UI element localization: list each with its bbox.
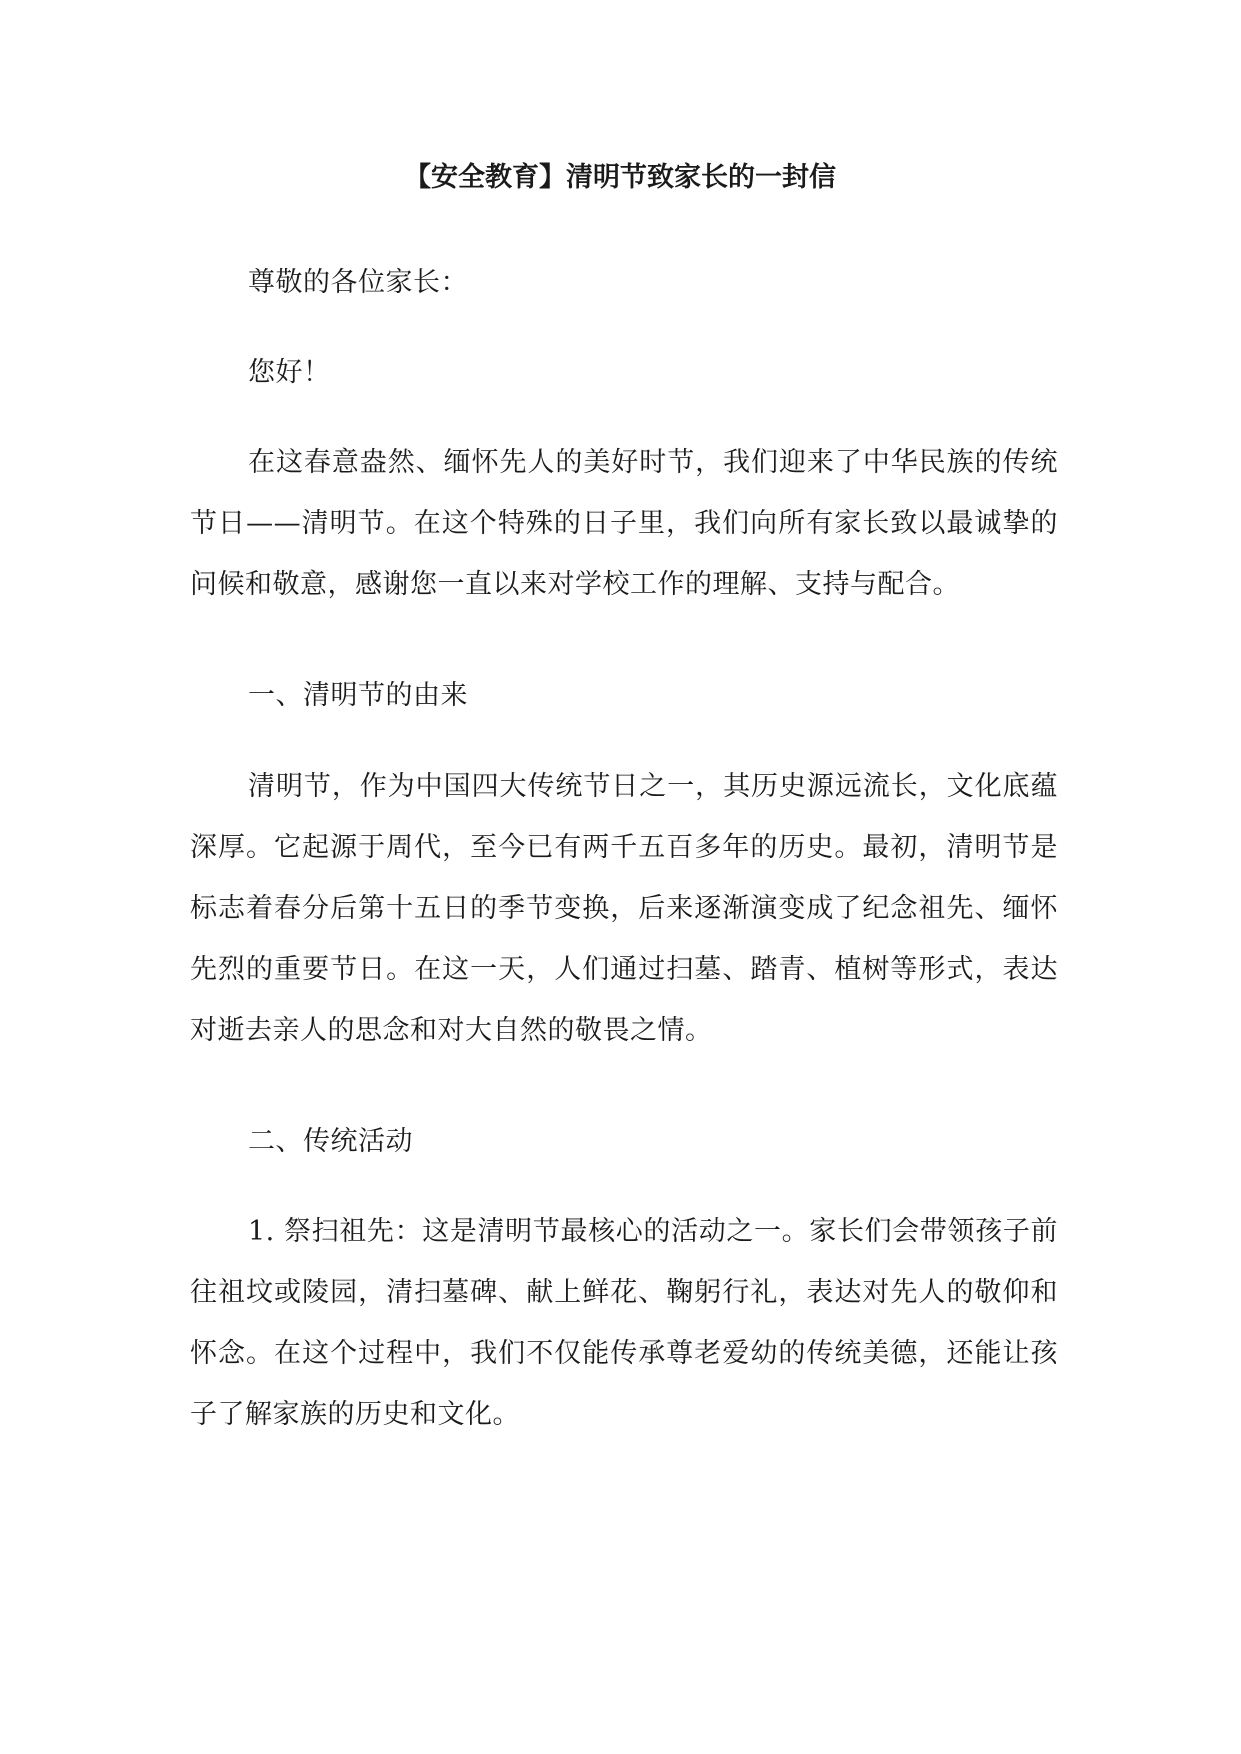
- activity-item-1: 1. 祭扫祖先：这是清明节最核心的活动之一。家长们会带领孩子前往祖坟或陵园，清扫墓碑、献上鲜花、鞠躬行礼，表达对先人的敬仰和怀念。在这个过程中，我们不仅能传承尊老爱幼的传统美德，还能让孩子了解家族的历史和文化。: [190, 1216, 1058, 1430]
- intro-paragraph: 在这春意盎然、缅怀先人的美好时节，我们迎来了中华民族的传统节日——清明节。在这个特殊的日子里，我们向所有家长致以最诚挚的问候和敬意，感谢您一直以来对学校工作的理解、支持与配合。: [190, 447, 1058, 600]
- salutation: 尊敬的各位家长：: [248, 267, 468, 298]
- section-heading-activities: 二、传统活动: [248, 1126, 413, 1157]
- origin-paragraph: 清明节，作为中国四大传统节日之一，其历史源远流长，文化底蕴深厚。它起源于周代，至今已有两千五百多年的历史。最初，清明节是标志着春分后第十五日的季节变换，后来逐渐演变成了纪念祖先、缅怀先烈的重要节日。在这一天，人们通过扫墓、踏青、植树等形式，表达对逝去亲人的思念和对大自然的敬畏之情。: [190, 771, 1058, 1046]
- section-heading-origin: 一、清明节的由来: [248, 680, 468, 711]
- greeting: 您好！: [248, 357, 331, 388]
- document-title: 【安全教育】清明节致家长的一封信: [404, 162, 836, 193]
